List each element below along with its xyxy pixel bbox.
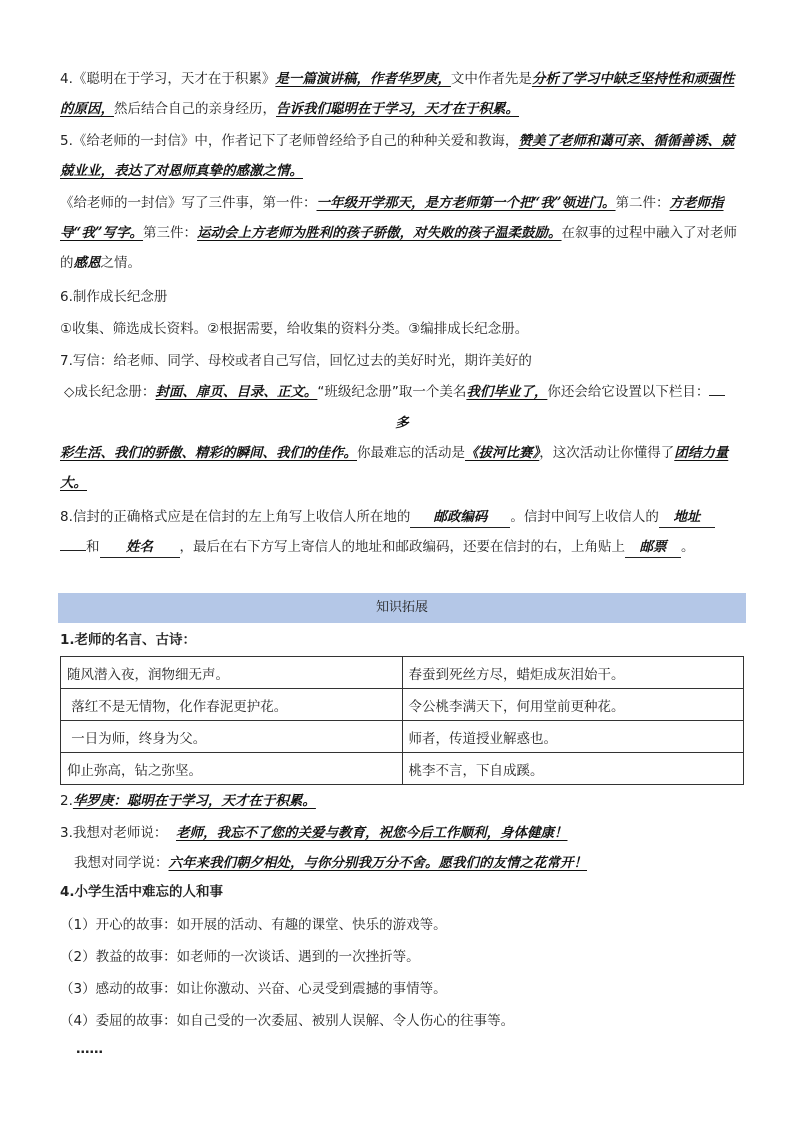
p7b-answer: 《拔河比赛》 [465, 445, 540, 461]
p7b-answer: 多 [395, 415, 409, 431]
p7b-text: ◇成长纪念册： [64, 384, 156, 400]
k4-heading: 4.小学生活中难忘的人和事 [60, 884, 224, 900]
story-item: （4）委屈的故事：如自己受的一次委屈、被别人误解、令人伤心的往事等。 [60, 1013, 515, 1029]
p8-answer: 邮票 [639, 539, 667, 555]
p8-text: ，最后在右下方写上寄信人的地址和邮政编码，还要在信封的右，上角贴上 [179, 539, 625, 555]
paragraph-7b [64, 377, 744, 407]
paragraph-7: 7.写信：给老师、同学、母校或者自己写信，回忆过去的美好时光，期许美好的 [60, 353, 532, 369]
p7b-answer: 我们毕业了， [466, 384, 548, 400]
story-item: （2）教益的故事：如老师的一次谈话、遇到的一次挫折等。 [60, 949, 420, 965]
poem-row [61, 657, 744, 689]
p8-answer: 姓名 [126, 539, 153, 555]
p4-answer: 分析了学习中缺乏坚持性和顽强性的原因， [60, 71, 735, 117]
poem-cell: 春蚕到死丝方尽，蜡炬成灰泪始干。 [402, 657, 744, 689]
paragraph-4 [60, 64, 744, 124]
poem-cell: 桃李不言，下自成蹊。 [402, 753, 744, 785]
p8-answer: 邮政编码 [433, 509, 488, 525]
p4-answer: 告诉我们聪明在于学习，天才在于积累。 [276, 101, 519, 117]
k3-text: 3.我想对老师说： [60, 825, 168, 841]
k1-heading: 1.老师的名言、古诗： [60, 632, 197, 648]
paragraph-6-steps: ①收集、筛选成长资料。②根据需要，给收集的资料分类。③编排成长纪念册。 [60, 321, 529, 337]
p4-text: 文中作者先是 [450, 71, 532, 87]
p7b-answer: 封面、扉页、目录、正文。 [155, 384, 318, 400]
k3-answer: 六年来我们朝夕相处，与你分别我万分不舍。愿我们的友情之花常开！ [168, 855, 587, 871]
poem-row [61, 753, 744, 785]
p5b-text: 之情。 [100, 255, 141, 271]
paragraph-5b [60, 188, 744, 278]
p7b-text: 你还会给它设置以下栏目： [547, 384, 710, 400]
poem-cell: 一日为师，终身为父。 [61, 721, 403, 753]
p4-text: 4.《聪明在于学习，天才在于积累》 [60, 71, 276, 87]
p5-answer: 赞美了老师和蔼可亲、循循善诱、兢兢业业，表达了对恩师真挚的感激之情。 [60, 133, 735, 179]
p8-text: 。 [681, 539, 695, 555]
poems-table [60, 656, 744, 785]
p7b-text: “班级纪念册”取一个美名 [317, 384, 467, 400]
k3-text: 我想对同学说： [74, 855, 169, 871]
poem-cell: 随风潜入夜，润物细无声。 [61, 657, 403, 689]
p4-text: 然后结合自己的亲身经历， [114, 101, 276, 117]
poem-row [61, 689, 744, 721]
poem-cell: 令公桃李满天下，何用堂前更种花。 [402, 689, 744, 721]
p5b-text: 第二件： [615, 195, 670, 211]
p5b-answer: 方老师指导“我”写字。 [60, 195, 724, 241]
p7b-blank [709, 395, 725, 396]
k2-line [60, 788, 316, 814]
p5b-answer: 运动会上方老师为胜利的孩子骄傲，对失败的孩子温柔鼓励。 [197, 225, 562, 241]
paragraph-5 [60, 126, 744, 186]
p5b-text: 在叙事的过程中融入了对老师的 [60, 225, 738, 271]
ellipsis: …… [76, 1041, 103, 1057]
p8-blank-stamp [625, 537, 681, 558]
p7b-answer: 彩生活、我们的骄傲、精彩的瞬间、我们的佳作。 [60, 445, 357, 461]
story-item: （1）开心的故事：如开展的活动、有趣的课堂、快乐的游戏等。 [60, 917, 447, 933]
k2-number: 2. [60, 793, 73, 809]
poem-row [61, 721, 744, 753]
k3-teacher-line [60, 820, 567, 846]
p8-blank-address [659, 507, 715, 528]
p7b-answer: 团结力量大。 [60, 445, 729, 491]
paragraph-7b-line2 [60, 408, 744, 438]
poem-cell: 落红不是无情物，化作春泥更护花。 [61, 689, 403, 721]
p7b-text: 你最难忘的活动是 [357, 445, 465, 461]
section-band-knowledge-extension: 知识拓展 [58, 593, 746, 623]
p4-answer: 是一篇演讲稿，作者华罗庚， [275, 71, 451, 87]
poem-cell: 师者，传道授业解惑也。 [402, 721, 744, 753]
k3-classmate-line [74, 850, 587, 876]
p8-blank-name [100, 537, 180, 558]
k3-answer: 老师，我忘不了您的关爱与教育，祝您今后工作顺利，身体健康！ [175, 825, 568, 841]
p8-text: 和 [86, 539, 100, 555]
story-item: （3）感动的故事：如让你激动、兴奋、心灵受到震撼的事情等。 [60, 981, 447, 997]
k2-answer: 华罗庚：聪明在于学习，天才在于积累。 [72, 793, 316, 809]
p5b-answer: 一年级开学那天，是方老师第一个把“我”领进门。 [316, 195, 616, 211]
poem-cell: 仰止弥高，钻之弥坚。 [61, 753, 403, 785]
paragraph-6-title: 6.制作成长纪念册 [60, 289, 168, 305]
p5b-text: 第三件： [143, 225, 198, 241]
p8-blank-postcode [410, 507, 510, 528]
p7b-text: ，这次活动让你懂得了 [539, 445, 675, 461]
paragraph-8 [60, 502, 744, 562]
p8-text: 8.信封的正确格式应是在信封的左上角写上收信人所在地的 [60, 509, 411, 525]
p5b-answer: 感恩 [73, 255, 101, 271]
paragraph-7b-line3 [60, 438, 744, 498]
p8-blank-spacer [60, 550, 86, 551]
p8-answer: 地址 [673, 509, 701, 525]
p5-text: 5.《给老师的一封信》中，作者记下了老师曾经给予自己的种种关爱和教诲， [60, 133, 519, 149]
p5b-text: 《给老师的一封信》写了三件事，第一件： [60, 195, 317, 211]
p8-text: 。信封中间写上收信人的 [510, 509, 659, 525]
